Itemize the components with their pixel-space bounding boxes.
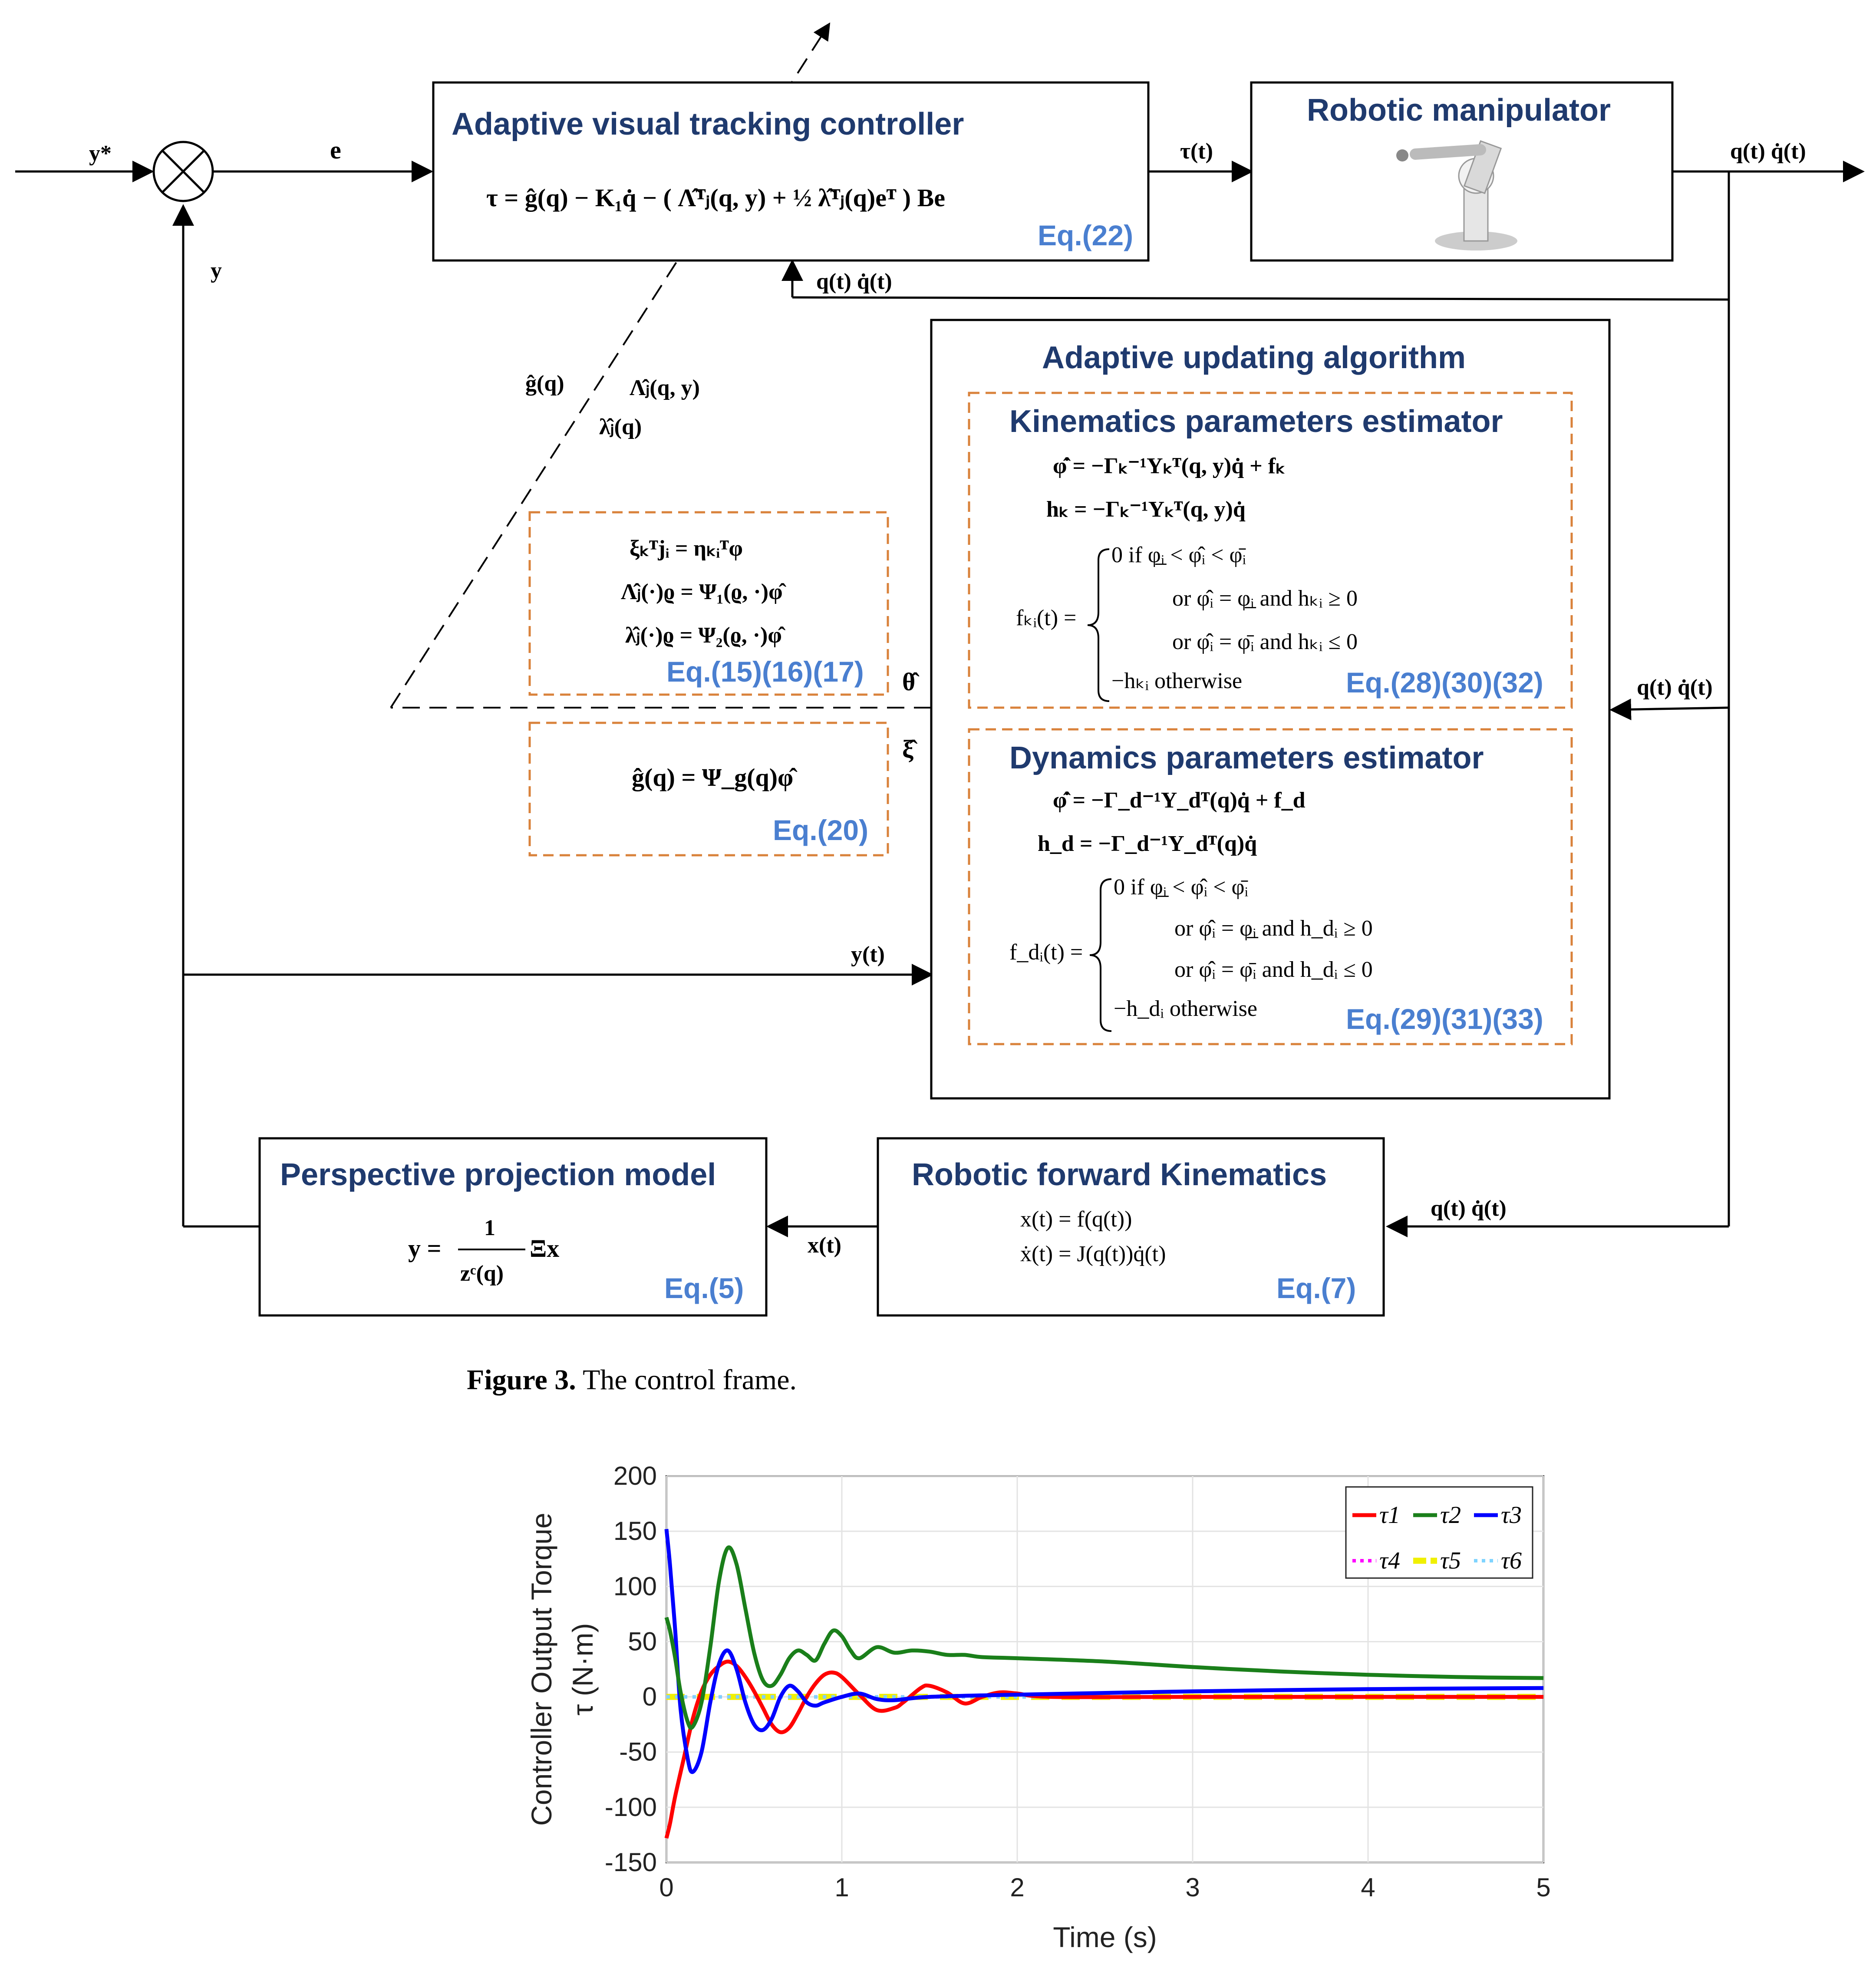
updating-title: Adaptive updating algorithm [1042,340,1466,375]
forward-kinematics-line-2: ẋ(t) = J(q(t))q̇(t) [1020,1242,1166,1266]
dynamics-case-3: or φ̂ᵢ = φ̄ᵢ and h_dᵢ ≤ 0 [1174,957,1373,982]
y-axis-label: Controller Output Torque [525,1513,557,1826]
control-block-diagram [15,24,1863,1315]
dynamics-case-4: −h_dᵢ otherwise [1114,996,1257,1021]
kinematics-h: hₖ = −Γₖ⁻¹Yₖᵀ(q, y)q̇ [1046,497,1246,522]
x-tick-label: 1 [834,1873,849,1902]
kinematics-case-4: −hₖᵢ otherwise [1111,669,1243,693]
legend [1346,1487,1533,1578]
legend-label-τ1: τ1 [1379,1502,1401,1529]
label-g-hat: ĝ(q) [525,371,564,396]
label-x-t: x(t) [808,1233,841,1258]
dynamics-update-law: φ̂̇ = −Γ_d⁻¹Y_dᵀ(q)q̇ + f_d [1053,788,1306,813]
dynamics-estimator-title: Dynamics parameters estimator [1009,741,1484,775]
y-tick-label: 0 [642,1682,657,1711]
y-tick-label: -150 [604,1848,657,1877]
torque-chart [525,1461,1551,1953]
y-tick-label: 100 [613,1572,657,1601]
figure-caption [467,1364,797,1396]
dynamics-case-1: 0 if φ̲ᵢ < φ̂ᵢ < φ̄ᵢ [1114,875,1248,900]
regressor-dyn-eq-ref: Eq.(20) [773,814,869,846]
regressor-kinematics-block [530,512,888,695]
regressor-kin-line-2: Λ̂ⱼ(·)ϱ = Ψ₁(ϱ, ·)φ̂ [621,580,783,604]
forward-kinematics-line-1: x(t) = f(q(t)) [1020,1207,1132,1232]
regressor-kin-line-1: ξₖᵀjᵢ = ηₖᵢᵀφ [630,536,743,561]
label-lambda-hat: λ̂ⱼ(q) [599,415,642,439]
updating-algorithm-block [931,320,1609,1098]
label-q-to-fk: q(t) q̇(t) [1431,1196,1507,1221]
legend-label-τ2: τ2 [1440,1502,1461,1529]
label-q-feedback: q(t) q̇(t) [816,269,892,294]
forward-kinematics-title: Robotic forward Kinematics [912,1157,1327,1192]
kinematics-estimator-title: Kinematics parameters estimator [1009,404,1503,439]
kinematics-f-lhs: fₖᵢ(t) = [1016,606,1077,630]
legend-label-τ4: τ4 [1379,1547,1401,1574]
label-y-star: y* [89,141,112,166]
perspective-title: Perspective projection model [280,1157,716,1192]
perspective-den: zᶜ(q) [460,1261,504,1286]
x-tick-labels [659,1873,1550,1902]
label-y: y [211,258,222,283]
label-xi-hat: ξ̂ [902,735,913,763]
y-tick-label: 50 [628,1627,657,1656]
regressor-kin-line-3: λ̂ⱼ(·)ϱ = Ψ₂(ϱ, ·)φ̂ [625,623,782,648]
x-tick-label: 2 [1010,1873,1025,1902]
kinematics-eq-ref: Eq.(28)(30)(32) [1346,666,1543,699]
perspective-lhs: y = [408,1234,442,1262]
perspective-eq-ref: Eq.(5) [664,1272,744,1304]
controller-law: τ = ĝ(q) − K₁q̇ − ( Λ̂ᵀⱼ(q, y) + ½ λ̂ᵀⱼ(q)eᵀ ) Be [486,184,946,212]
manipulator-title: Robotic manipulator [1307,93,1611,128]
label-y-t: y(t) [851,942,885,967]
figure-caption-text: The control frame. [576,1364,797,1396]
x-tick-label: 3 [1185,1873,1200,1902]
label-tau: τ(t) [1180,139,1213,164]
kinematics-update-law: φ̂̇ = −Γₖ⁻¹Yₖᵀ(q, y)q̇ + fₖ [1053,454,1286,478]
regressor-kin-eq-ref: Eq.(15)(16)(17) [666,656,864,688]
controller-eq-ref: Eq.(22) [1038,219,1134,251]
legend-label-τ6: τ6 [1501,1547,1522,1574]
summing-junction [154,142,213,201]
label-q-to-update: q(t) q̇(t) [1637,675,1713,700]
kinematics-case-2: or φ̂ᵢ = φ̲ᵢ and hₖᵢ ≥ 0 [1172,586,1358,611]
figure-caption-label: Figure 3. [467,1364,576,1396]
kinematics-case-3: or φ̂ᵢ = φ̄ᵢ and hₖᵢ ≤ 0 [1172,629,1358,654]
perspective-block [260,1138,766,1315]
controller-title: Adaptive visual tracking controller [452,107,964,142]
manipulator-block [1251,82,1672,260]
controller-block [433,82,1148,260]
x-tick-label: 4 [1361,1873,1375,1902]
legend-label-τ5: τ5 [1440,1547,1461,1574]
y-tick-label: -50 [619,1737,657,1767]
dynamics-h: h_d = −Γ_d⁻¹Y_dᵀ(q)q̇ [1038,831,1257,856]
y-tick-label: -100 [604,1792,657,1822]
x-tick-label: 0 [659,1873,674,1902]
dynamics-case-2: or φ̂ᵢ = φ̲ᵢ and h_dᵢ ≥ 0 [1174,916,1373,941]
y-tick-label: 150 [613,1516,657,1546]
perspective-num: 1 [484,1216,495,1240]
y-axis-unit-label: τ (N·m) [567,1623,599,1716]
perspective-rhs: Ξx [530,1234,560,1262]
x-axis-label: Time (s) [1053,1921,1157,1953]
label-theta-hat: θ̂ [902,668,916,696]
forward-kinematics-eq-ref: Eq.(7) [1276,1272,1356,1304]
dynamics-eq-ref: Eq.(29)(31)(33) [1346,1003,1543,1035]
y-tick-label: 200 [613,1461,657,1490]
y-tick-labels [605,1461,657,1877]
kinematics-case-1: 0 if φ̲ᵢ < φ̂ᵢ < φ̄ᵢ [1111,543,1246,567]
legend-label-τ3: τ3 [1501,1502,1522,1529]
dynamics-f-lhs: f_dᵢ(t) = [1009,940,1083,965]
x-tick-label: 5 [1536,1873,1551,1902]
forward-kinematics-block [878,1138,1384,1315]
regressor-dyn-line: ĝ(q) = Ψ_g(q)φ̂ [632,763,794,791]
regressor-dynamics-block [530,723,888,855]
label-q-out: q(t) q̇(t) [1730,139,1806,164]
label-e: e [330,136,341,164]
label-Lambda-hat: Λ̂ⱼ(q, y) [630,376,700,400]
